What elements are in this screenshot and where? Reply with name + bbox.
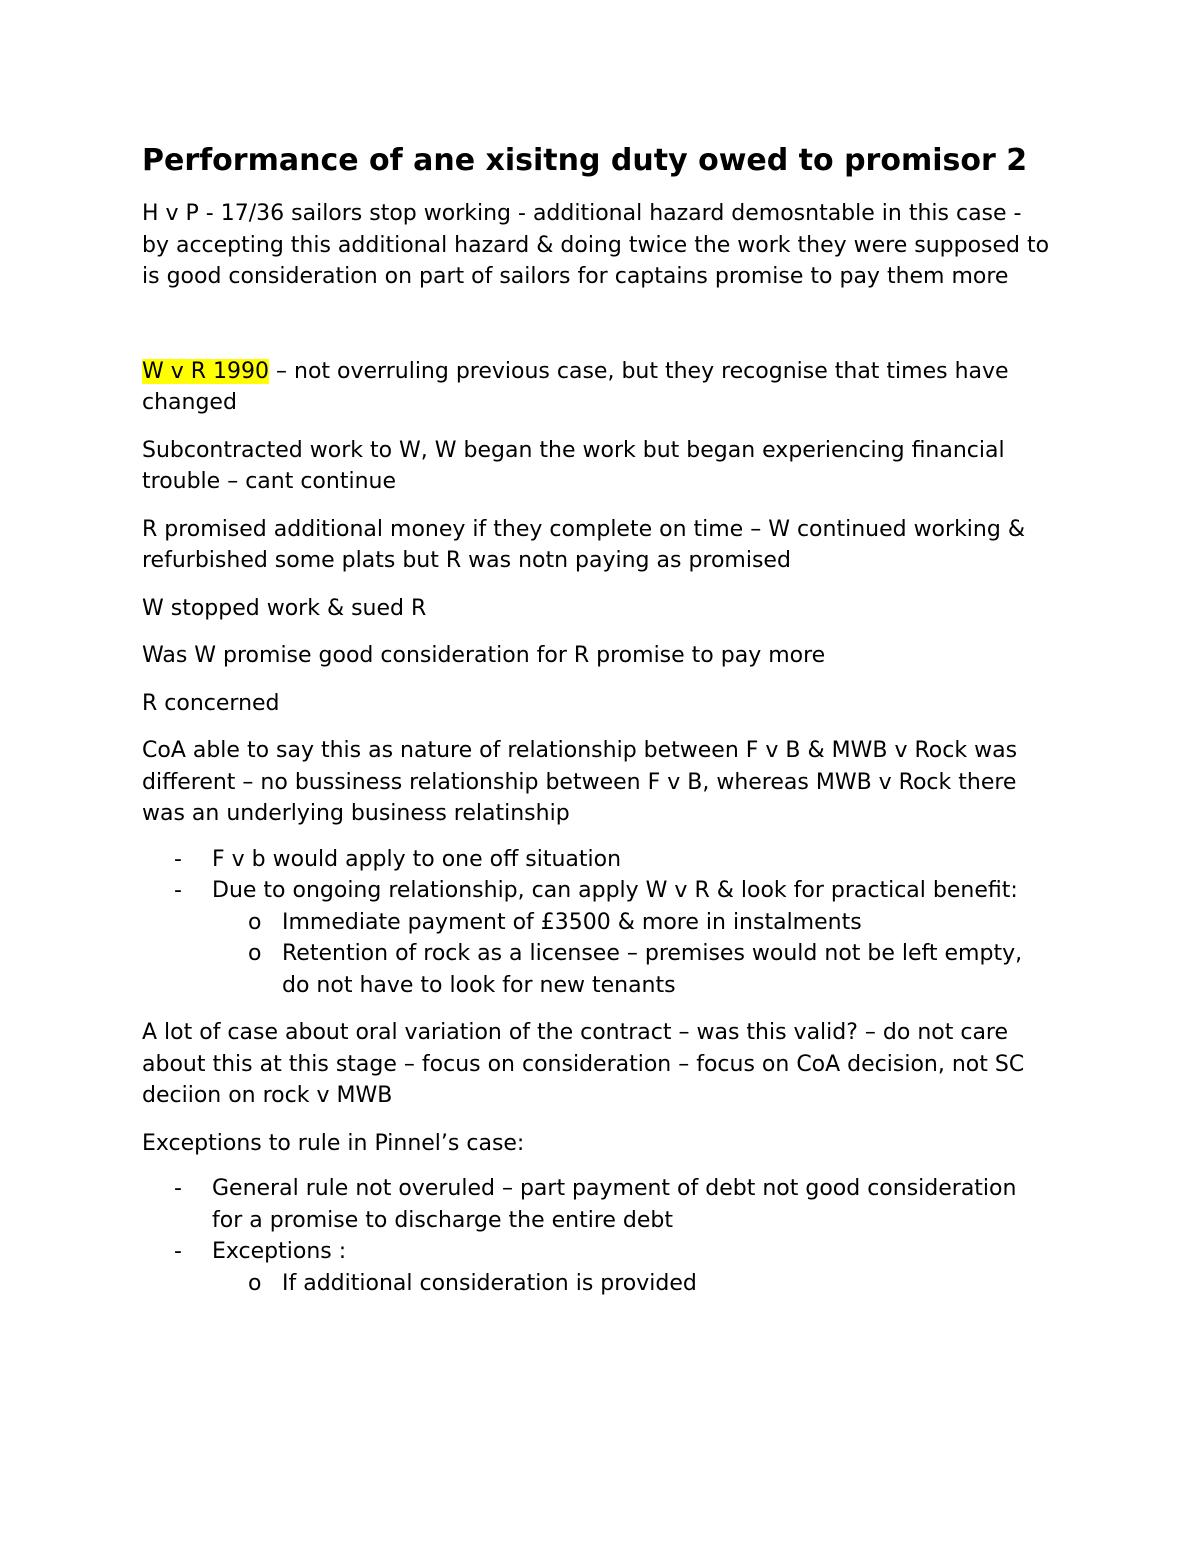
dash-bullet-icon: - — [174, 1176, 182, 1201]
circle-bullet-icon: o — [248, 941, 262, 966]
paragraph-r-promised: R promised additional money if they complete on time – W continued working & refurbished some plats but R was notn paying as promised — [142, 516, 1025, 573]
paragraph-oral-variation: A lot of case about oral variation of the contract – was this valid? – do not care about this at this stage – focus on consideration – focus on CoA decision, not SC deciion on rock v MWB — [142, 1020, 1025, 1108]
blank-line — [142, 309, 1052, 356]
paragraph-w-v-r — [142, 356, 1052, 419]
paragraph-w-v-r-text: – not overruling previous case, but they recognise that times have changed — [142, 358, 1009, 415]
document-title: Performance of ane xisitng duty owed to promisor 2 — [142, 143, 1028, 178]
paragraph-w-stopped: W stopped work & sued R — [142, 595, 427, 621]
circle-bullet-icon: o — [248, 1270, 262, 1296]
sub-list-item — [212, 938, 1052, 1001]
sub-list-item — [212, 907, 1052, 939]
paragraph-subcontracted: Subcontracted work to W, W began the work but began experiencing financial trouble – cant continue — [142, 437, 1005, 494]
paragraph-was-w-promise: Was W promise good consideration for R promise to pay more — [142, 643, 826, 668]
list-item-text: F v b would apply to one off situation — [212, 846, 622, 872]
paragraph-r-concerned: R concerned — [142, 690, 280, 716]
list-item — [142, 1173, 1052, 1236]
sub-list-item-text: Retention of rock as a licensee – premises would not be left empty, do not have to look for new tenants — [282, 941, 1023, 998]
list-item-text: General rule not overuled – part payment of debt not good consideration for a promise to discharge the entire debt — [212, 1176, 1017, 1233]
dash-bullet-icon: - — [174, 878, 182, 903]
list-item-text: Exceptions : — [212, 1239, 347, 1264]
bullet-list-coa — [142, 844, 1052, 1002]
highlighted-case-name: W v R 1990 — [142, 358, 270, 384]
paragraph-h-v-p: H v P - 17/36 sailors stop working - additional hazard demosntable in this case - by accepting this additional hazard & doing twice the work they were supposed to is good consideration on part of sailors for captains promise to pay them more — [142, 201, 1050, 289]
document-page — [142, 140, 1052, 1315]
circle-bullet-icon: o — [248, 909, 262, 935]
sub-list-item — [212, 1268, 1052, 1300]
list-item — [142, 844, 1052, 876]
dash-bullet-icon: - — [174, 1239, 182, 1264]
sub-list-exceptions — [248, 1268, 1052, 1300]
list-item — [142, 1236, 1052, 1299]
paragraph-exceptions-heading: Exceptions to rule in Pinnel’s case: — [142, 1130, 525, 1156]
sub-list-item-text: Immediate payment of £3500 & more in instalments — [282, 909, 862, 935]
dash-bullet-icon: - — [174, 846, 182, 872]
paragraph-coa: CoA able to say this as nature of relationship between F v B & MWB v Rock was different – no bussiness relationship between F v B, whereas MWB v Rock there was an underlying business relatinship — [142, 738, 1018, 826]
list-item-text: Due to ongoing relationship, can apply W v R & look for practical benefit: — [212, 878, 1018, 903]
sub-list-item-text: If additional consideration is provided — [282, 1270, 697, 1296]
list-item — [142, 875, 1052, 1001]
sub-list-practical-benefit — [248, 907, 1052, 1002]
bullet-list-exceptions — [142, 1173, 1052, 1299]
